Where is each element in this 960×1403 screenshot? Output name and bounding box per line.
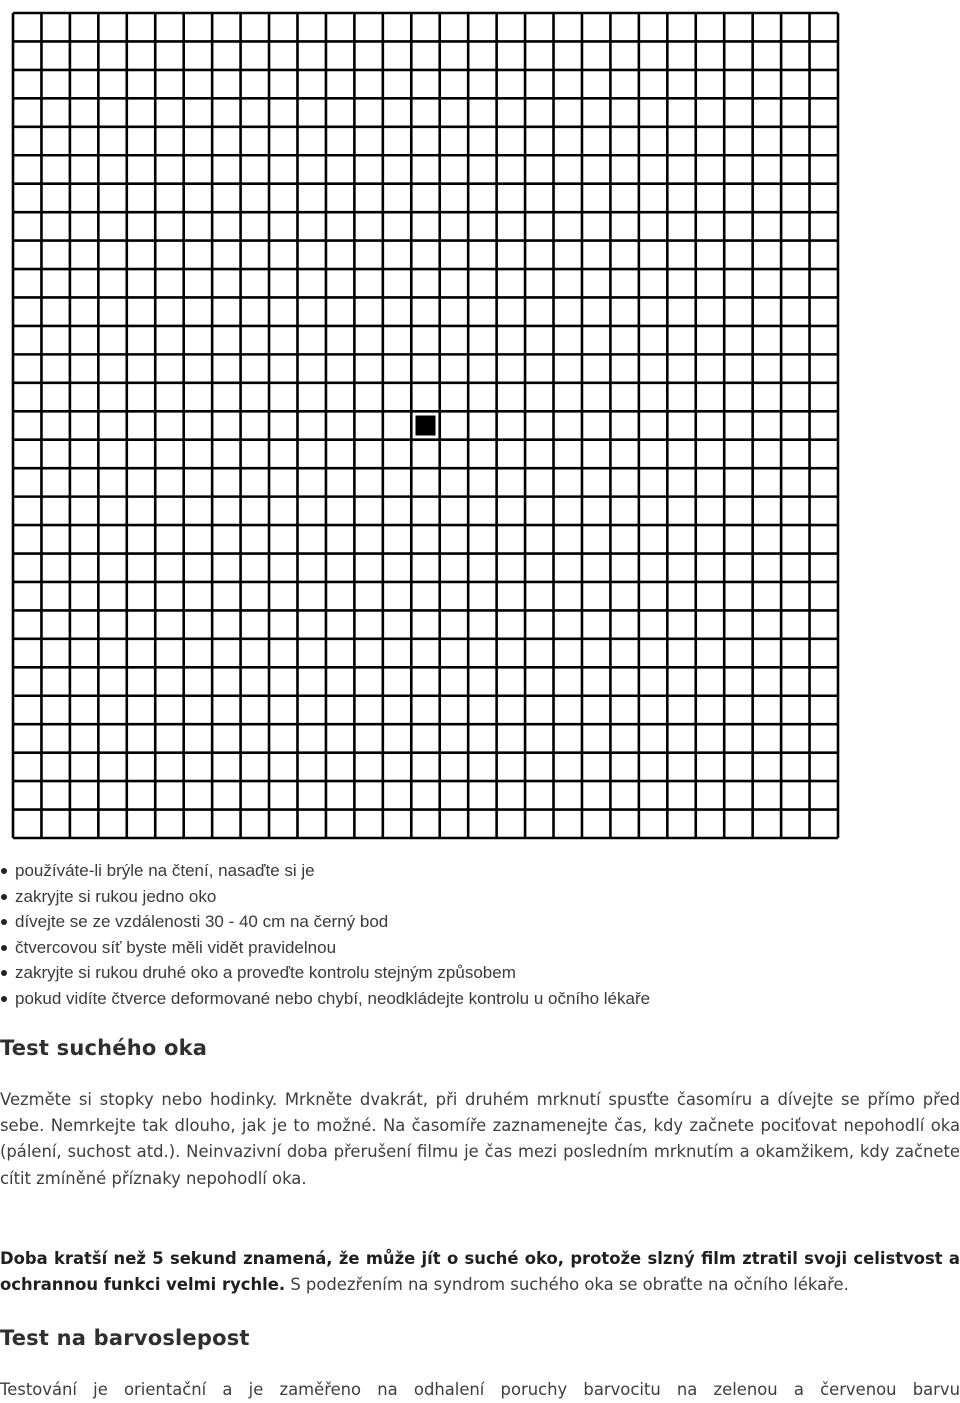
dry-eye-heading: Test suchého oka — [0, 1036, 208, 1060]
fixation-dot — [416, 416, 436, 436]
instruction-list — [0, 858, 940, 1011]
list-item: zakryjte si rukou jedno oko — [0, 884, 940, 910]
list-item: dívejte se ze vzdálenosti 30 - 40 cm na černý bod — [0, 909, 940, 935]
list-item: používáte-li brýle na čtení, nasaďte si je — [0, 858, 940, 884]
dry-eye-result-paragraph — [0, 1246, 960, 1298]
dry-eye-paragraph: Vezměte si stopky nebo hodinky. Mrkněte dvakrát, při druhém mrknutí spusťte časomíru a dívejte se přímo před sebe. Nemrkejte tak dlouho, jak je to možné. Na časomíře zaznamenejte čas, kdy začnete pociťovat nepohodlí oka (pálení, suchost atd.). Neinvazivní doba přerušení filmu je čas mezi posledním mrknutím a okamžikem, kdy začnete cítit zmíněné příznaky nepohodlí oka. — [0, 1090, 960, 1188]
color-blindness-paragraph: Testování je orientační a je zaměřeno na odhalení poruchy barvocitu na zelenou a červenou barvu — [0, 1380, 960, 1399]
list-item: čtvercovou síť byste měli vidět pravidelnou — [0, 935, 940, 961]
dry-eye-result-rest: S podezřením na syndrom suchého oka se obraťte na očního lékaře. — [285, 1275, 849, 1295]
list-item: pokud vidíte čtverce deformované nebo chybí, neodkládejte kontrolu u očního lékaře — [0, 986, 940, 1012]
list-item: zakryjte si rukou druhé oko a proveďte kontrolu stejným způsobem — [0, 960, 940, 986]
color-blindness-heading: Test na barvoslepost — [0, 1326, 250, 1350]
dry-eye-result-bold: Doba kratší než 5 sekund znamená, že může jít o suché oko, protože slzný film ztratil svoji celistvost a ochrannou funkci velmi rychle. — [0, 1249, 960, 1295]
